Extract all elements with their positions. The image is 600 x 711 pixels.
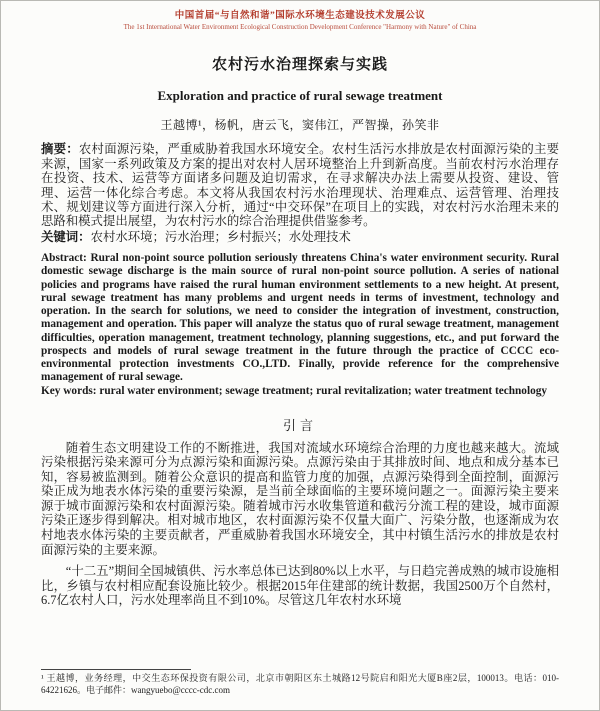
body-paragraph: “十二五”期间全国城镇供、污水率总体已达到80%以上水平，与日趋完善成熟的城市设施相比，乡镇与农村相应配套设施比较少。根据2015年住建部的统计数据，我国2500万个自然村，6.7亿农村人口，污水处理率尚且不到10%。尽管这几年农村水环境 (41, 564, 559, 608)
footnote-text: ¹ 王越博，业务经理，中交生态环保投资有限公司，北京市朝阳区东土城路12号院启和阳光大厦B座2层，100013。电话：010-64221626。电子邮件：wangyuebo@cccc-cdc.com (41, 673, 559, 695)
footnote-divider (41, 669, 191, 670)
paper-title-cn: 农村污水治理探索与实践 (211, 57, 388, 74)
authors-line: 王越博¹，杨帆，唐云飞，窦伟江，严智操，孙笑非 (160, 118, 440, 133)
section-heading-introduction: 引言 (282, 417, 317, 433)
keywords-en (41, 385, 559, 398)
keywords-cn-text: 农村水环境；污水治理；乡村振兴；水处理技术 (90, 229, 351, 244)
abstract-cn-label: 摘要： (41, 142, 79, 157)
conference-title-cn: 中国首届“与自然和谐”国际水环境生态建设技术发展公议 (174, 11, 426, 21)
footnote-area (41, 669, 559, 696)
keywords-cn-label: 关键词： (41, 229, 91, 244)
keywords-en-label: Key words: (41, 385, 97, 398)
abstract-cn (41, 142, 559, 228)
keywords-cn (41, 230, 559, 244)
abstract-en-label: Abstract: (41, 252, 87, 265)
body-paragraph: 随着生态文明建设工作的不断推进，我国对流域水环境综合治理的力度也越来越大。流域污染根据污染来源可分为点源污染和面源污染。点源污染由于其排放时间、地点和成分基本已知，容易被监测到。随着公众意识的提高和监管力度的加强，点源污染得到全面控制，面源污染正成为地表水体污染的重要污染源，是当前全球面临的主要环境问题之一。面源污染主要来源于城市面源污染和农村面源污染。随着城市污水收集管道和截污分流工程的建设，城市面源污染正逐步得到解决。相对城市地区，农村面源污染不仅量大面广、污染分散，也逐渐成为农村地表水体污染的主要贡献者，严重威胁着我国水环境安全，其中村镇生活污水的排放是农村面源污染的主要来源。 (41, 440, 559, 557)
page-content (1, 1, 599, 608)
abstract-cn-text: 农村面源污染，严重威胁着我国水环境安全。农村生活污水排放是农村面源污染的主要来源，国家一系列政策及方案的提出对农村人居环境整治上升到新高度。当前农村污水治理存在投资、技术、运营等方面诸多问题及迫切需求，在寻求解决办法上需要从投资、建设、管理、运营一体化综合考虑。本文将从我国农村污水治理现状、治理难点、运营管理、治理技术、规划建议等方面进行深入分析，通过“中交环保”在项目上的实践，对农村污水治理未来的思路和模式提出展望，为农村污水的综合治理提供借鉴参考。 (41, 142, 560, 229)
paper-title-en: Exploration and practice of rural sewage treatment (157, 88, 443, 104)
conference-title-en: The 1st International Water Environment Ecological Construction Development Conference "Harmony with Nature" of China (123, 23, 477, 32)
abstract-en (41, 252, 559, 384)
abstract-en-text: Rural non-point source pollution seriously threatens China's water environment security. Rural domestic sewage discharge is the main source of rural non-point source pollution. A series of national policies and programs have raised the rural human environment settlements to a new height. At present, rural sewage treatment has many problems and urgent needs in terms of investment, technology and operation. In the search for solutions, we need to consider the integration of investment, construction, management and operation. This paper will analyze the status quo of rural sewage treatment, management difficulties, operation management, treatment technology, planning suggestions, etc., and put forward the prospects and models of rural sewage treatment in the future through the practice of CCCC eco-environmental protection investments CO.,LTD. Finally, provide reference for the comprehensive management of rural sewage. (41, 252, 559, 384)
conference-header (41, 10, 559, 32)
keywords-en-text: rural water environment; sewage treatment; rural revitalization; water treatment technology (96, 385, 548, 398)
